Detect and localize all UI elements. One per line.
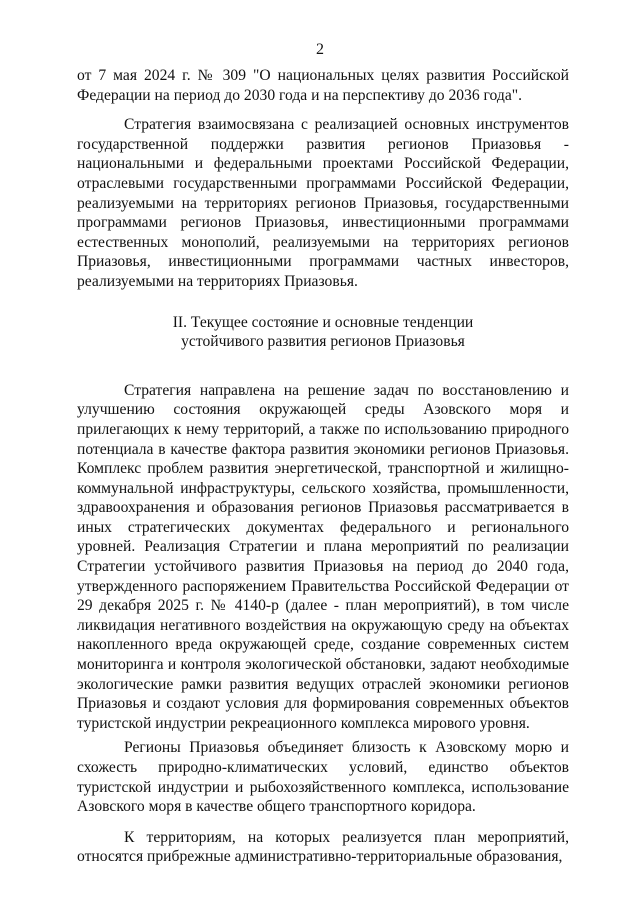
- paragraph-strategy-goals: Стратегия направлена на решение задач по восстановлению и улучшению состояния окружающей среды Азовского моря и прилегающих к нему территорий, а также по использованию природного потенциала в качестве фактора развития экономики регионов Приазовья. Комплекс проблем развития энергетической, транспортной и жилищно-коммунальной инфраструктуры, сельского хозяйства, промышленности, здравоохранения и образования регионов Приазовья рассматривается в иных стратегических документах федерального и регионального уровней. Реализация Стратегии и плана мероприятий по реализации Стратегии устойчивого развития Приазовья на период до 2040 года, утвержденного распоряжением Правительства Российской Федерации от 29 декабря 2025 г. № 4140-р (далее - план мероприятий), в том числе ликвидация негативного воздействия на окружающую среду на объектах накопленного вреда окружающей среде, создание современных систем мониторинга и контроля экологической обстановки, задают необходимые экологические рамки развития ведущих отраслей экономики регионов Приазовья и создают условия для формирования современных объектов туристской индустрии рекреационного комплекса мирового уровня.: [77, 381, 569, 732]
- section-heading: [77, 313, 569, 352]
- paragraph-regions-unity: Регионы Приазовья объединяет близость к Азовскому морю и схожесть природно-климатических условий, единство объектов туристской индустрии и рыбохозяйственного комплекса, использование Азовского моря в качестве общего транспортного коридора.: [77, 739, 569, 816]
- section-heading-line-2: устойчивого развития регионов Приазовья: [181, 333, 465, 351]
- section-heading-line-1: II. Текущее состояние и основные тенденции: [172, 313, 474, 331]
- paragraph-territories: К территориям, на которых реализуется план мероприятий, относятся прибрежные административно-территориальные образования,: [77, 828, 569, 866]
- page-number: 2: [316, 41, 324, 58]
- document-body: [77, 66, 569, 867]
- paragraph-continuation: от 7 мая 2024 г. № 309 "О национальных целях развития Российской Федерации на период до 2030 года и на перспективу до 2036 года".: [77, 67, 569, 104]
- paragraph-strategy-instruments: Стратегия взаимосвязана с реализацией основных инструментов государственной поддержки развития регионов Приазовья - национальными и федеральными проектами Российской Федерации, отраслевыми государственными программами Российской Федерации, реализуемыми на территориях регионов Приазовья, государственными программами регионов Приазовья, инвестиционными программами естественных монополий, реализуемыми на территориях регионов Приазовья, инвестиционными программами частных инвесторов, реализуемыми на территориях Приазовья.: [77, 116, 569, 290]
